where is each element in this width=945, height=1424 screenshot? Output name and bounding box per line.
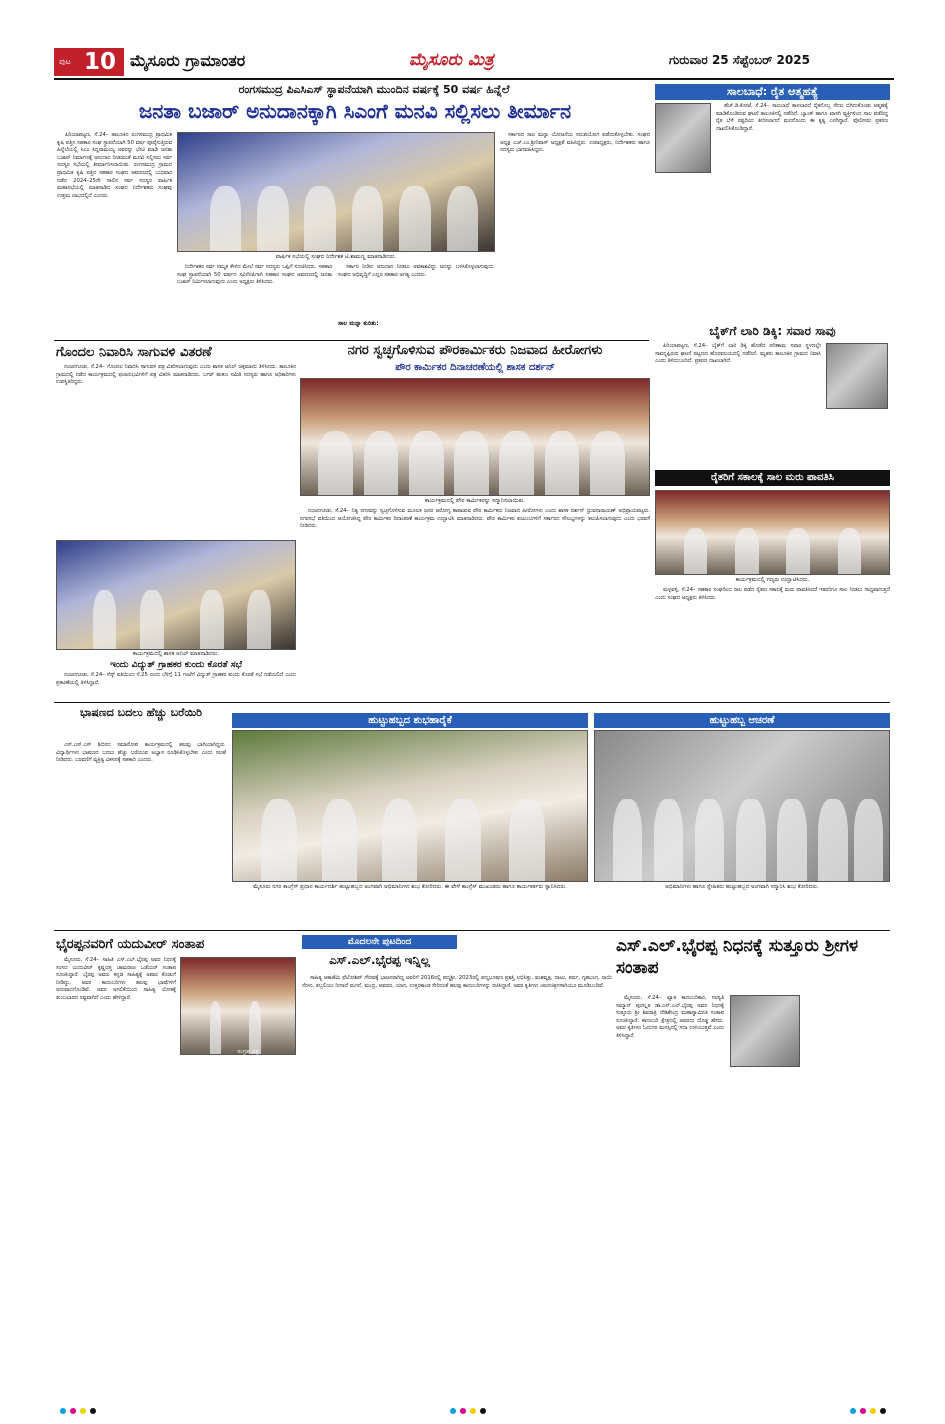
page-number-badge [54, 48, 124, 76]
bottom-mid-kicker: ಮೊದಲನೇ ಪುಟದಿಂದ [302, 935, 457, 949]
registration-dot-black [480, 1408, 486, 1414]
registration-dot-yellow [470, 1408, 476, 1414]
lead-subhead: ಸಾಲ ಮನ್ನಾ ಕುರಿತು: [338, 320, 379, 327]
bhyrappa-portrait [730, 995, 800, 1067]
registration-dot-magenta [460, 1408, 466, 1414]
lead-photo [177, 132, 495, 252]
mid-left-photo [56, 540, 296, 650]
brief-headline: ಇಂದು ವಿದ್ಯುತ್ ಗ್ರಾಹಕರ ಕುಂದು ಕೊರತೆ ಸಭೆ [110, 660, 242, 670]
lead-photo-caption: ವಾರ್ಷಿಕ ಸಭೆಯಲ್ಲಿ ಸಂಘದ ನಿರ್ದೇಶಕ ಟಿ.ಶಾಮಣ್ಣ ಮಾತನಾಡಿದರು. [177, 253, 495, 261]
lead-col-4: ಸರ್ಕಾರದ ಸಾಲ ಮನ್ನಾ ಯೋಜನೆಯ ಸದುಪಯೋಗ ಪಡೆದುಕೊಳ್ಳಬೇಕು. ಸಂಘದ ಅಧ್ಯಕ್ಷ ಎಚ್.ಎಂ.ಶ್ರೀನಿವಾಸ್ ಅಧ್ಯಕ್ಷತೆ ವಹಿಸಿದ್ದರು. ಉಪಾಧ್ಯಕ್ಷರು, ನಿರ್ದೇಶಕರು ಹಾಗೂ ಸದಸ್ಯರು ಭಾಗವಹಿಸಿದ್ದರು. [500, 132, 650, 154]
side-header: ಸಾಲಬಾಧೆ: ರೈತ ಆತ್ಮಹತ್ಯೆ [655, 84, 890, 100]
loan-photo-caption: ಕಾರ್ಯಕ್ರಮದಲ್ಲಿ ಗಣ್ಯರು ಉದ್ಘಾಟಿಸಿದರು. [655, 576, 890, 584]
page-number: 10 [84, 49, 117, 75]
bottom-left-photo [180, 957, 296, 1055]
registration-dot-yellow [870, 1408, 876, 1414]
mid-center-photo-caption: ಕಾರ್ಯಕ್ರಮದಲ್ಲಿ ಪೌರ ಕಾರ್ಮಿಕರನ್ನು ಸನ್ಮಾನಿಸಲಾಯಿತು. [300, 497, 650, 505]
bike-victim-photo [826, 343, 888, 409]
mid-center-subhead: ಪೌರ ಕಾರ್ಮಿಕರ ದಿನಾಚರಣೆಯಲ್ಲಿ ಶಾಸಕ ದರ್ಶನ್ [395, 362, 555, 373]
bottom-left-headline: ಭೈರಪ್ಪನವರಿಗೆ ಯದುವೀರ್ ಸಂತಾಪ [56, 937, 205, 952]
birthday2-caption: ಅಭಿಮಾನಿಗಳು ಹಾಗೂ ಸ್ನೇಹಿತರು ಹುಟ್ಟುಹಬ್ಬದ ಅಂಗವಾಗಿ ಸನ್ಮಾನಿಸಿ ಶುಭ ಕೋರಿದರು. [594, 883, 890, 891]
bottom-mid-headline: ಎಸ್.ಎಲ್.ಭೈರಪ್ಪ ಇನ್ನಿಲ್ಲ [329, 953, 430, 967]
section-rule-2 [54, 702, 890, 703]
section-rule-1 [54, 340, 649, 341]
bottom-right-text: ಮೈಸೂರು, ಸೆ.24– ಖ್ಯಾತ ಕಾದಂಬರಿಕಾರ, ಸರಸ್ವತಿ ಸಮ್ಮಾನ್ ಪುರಸ್ಕೃತ ಡಾ.ಎಸ್.ಎಲ್.ಭೈರಪ್ಪ ಅವರ ನಿಧನಕ್ಕೆ ಸುತ್ತೂರು ಶ್ರೀ ಶಿವರಾತ್ರಿ ದೇಶಿಕೇಂದ್ರ ಮಹಾಸ್ವಾಮೀಜಿ ಸಂತಾಪ ಸೂಚಿಸಿದ್ದಾರೆ. ಕಾದಂಬರಿ ಕ್ಷೇತ್ರದಲ್ಲಿ ಅವರದು ದೊಡ್ಡ ಹೆಸರು. ಅವರ ಕೃತಿಗಳು ಓದುಗರ ಮನಸ್ಸಿನಲ್ಲಿ ಸದಾ ಉಳಿಯುತ್ತವೆ ಎಂದು ತಿಳಿಸಿದ್ದಾರೆ. [616, 995, 724, 1039]
registration-dot-cyan [60, 1408, 66, 1414]
bottom-left-text: ಮೈಸೂರು, ಸೆ.24– ಸಾಹಿತಿ ಎಸ್.ಎಲ್.ಭೈರಪ್ಪ ಅವರ ನಿಧನಕ್ಕೆ ಸಂಸದ ಯದುವೀರ್ ಕೃಷ್ಣದತ್ತ ಚಾಮರಾಜ ಒಡೆಯರ್ ಸಂತಾಪ ಸೂಚಿಸಿದ್ದಾರೆ. ಭೈರಪ್ಪ ಅವರು ಕನ್ನಡ ಸಾಹಿತ್ಯಕ್ಕೆ ಅಪಾರ ಕೊಡುಗೆ ನೀಡಿದ್ದು, ಅವರ ಕಾದಂಬರಿಗಳು ಹಲವು ಭಾಷೆಗಳಿಗೆ ಅನುವಾದಗೊಂಡಿವೆ. ಅವರ ಅಗಲಿಕೆಯಿಂದ ಸಾಹಿತ್ಯ ಲೋಕಕ್ಕೆ ತುಂಬಲಾರದ ನಷ್ಟವಾಗಿದೆ ಎಂದು ಹೇಳಿದ್ದಾರೆ. [56, 957, 176, 1001]
issue-date: ಗುರುವಾರ 25 ಸೆಪ್ಟೆಂಬರ್ 2025 [669, 53, 810, 67]
birthday2-photo [594, 730, 890, 882]
mid-left-photo-caption: ಕಾರ್ಯಕ್ರಮದಲ್ಲಿ ಶಾಸಕ ಅನಿಲ್ ಮಾತನಾಡಿದರು. [56, 650, 296, 658]
mid-center-text: ನಂಜನಗೂಡು, ಸೆ.24– ನಿತ್ಯ ನಗರವನ್ನು ಸ್ವಚ್ಛಗೊಳಿಸುವ ಮೂಲಕ ಜನರ ಆರೋಗ್ಯ ಕಾಪಾಡುವ ಪೌರ ಕಾರ್ಮಿಕರು ನಿಜವಾದ ಹೀರೋಗಳು ಎಂದು ಶಾಸಕ ದರ್ಶನ್ ಧ್ರುವನಾರಾಯಣ್ ಅಭಿಪ್ರಾಯಪಟ್ಟರು. ನಗರಸಭೆ ವತಿಯಿಂದ ಆಯೋಜಿಸಿದ್ದ ಪೌರ ಕಾರ್ಮಿಕರ ದಿನಾಚರಣೆ ಕಾರ್ಯಕ್ರಮ ಉದ್ಘಾಟಿಸಿ ಮಾತನಾಡಿದರು. ಪೌರ ಕಾರ್ಮಿಕರ ಕುಟುಂಬಗಳಿಗೆ ಸರ್ಕಾರದ ಸೌಲಭ್ಯಗಳನ್ನು ತಲುಪಿಸಲಾಗುವುದು ಎಂದು ಭರವಸೆ ನೀಡಿದರು. [300, 508, 650, 530]
masthead-rule [54, 78, 894, 80]
lead-col-2: ನಿರ್ದೇಶಕರ ಸರ್ವ ಸಮ್ಮತ ಕೇಳಿದ ಮೇಲೆ ಸರ್ವ ಸದಸ್ಯರು ಒಪ್ಪಿಗೆ ಸೂಚಿಸಿದರು. ಸಹಕಾರ ಸಂಘ ಸ್ಥಾಪನೆಯಾಗಿ 50 ವರ್ಷದ ಸವಿನೆನಪಿಗಾಗಿ ಸಹಕಾರ ಸಂಘದ ಅವರಣದಲ್ಲಿ ಜನತಾ ಬಜಾರ್ ನಿರ್ಮಿಸಲಾಗುವುದು ಎಂದು ಅಧ್ಯಕ್ಷರು ತಿಳಿಸಿದರು. [177, 264, 332, 286]
birthday1-photo [232, 730, 588, 882]
registration-dot-cyan [450, 1408, 456, 1414]
birthday1-header: ಹುಟ್ಟುಹಬ್ಬದ ಶುಭಹಾರೈಕೆ [232, 713, 588, 728]
lead-kicker: ರಂಗಸಮುದ್ರ ಪಿಎಸಿಎಸ್ ಸ್ಥಾಪನೆಯಾಗಿ ಮುಂದಿನ ವರ್ಷಕ್ಕೆ 50 ವರ್ಷ ಹಿನ್ನೆಲೆ [238, 83, 510, 96]
page-label: ಪುಟ [59, 57, 71, 66]
side-text: ಹೆಚ್.ಡಿ.ಕೋಟೆ, ಸೆ.24– ಸಾಲಬಾಧೆ ತಾಳಲಾರದೆ ರೈತನೊಬ್ಬ ನೇಣು ಬಿಗಿದುಕೊಂಡು ಆತ್ಮಹತ್ಯೆ ಮಾಡಿಕೊಂಡಿರುವ ಘಟನೆ ತಾಲೂಕಿನಲ್ಲಿ ನಡೆದಿದೆ. ಬ್ಯಾಂಕ್ ಹಾಗೂ ಖಾಸಗಿ ವ್ಯಕ್ತಿಗಳಿಂದ ಸಾಲ ಪಡೆದಿದ್ದ ರೈತ ಬೆಳೆ ನಷ್ಟದಿಂದ ತೀರಿಸಲಾಗದೆ ಮನನೊಂದು ಈ ಕೃತ್ಯ ಎಸಗಿದ್ದಾರೆ. ಪೊಲೀಸರು ಪ್ರಕರಣ ದಾಖಲಿಸಿಕೊಂಡಿದ್ದಾರೆ. [716, 103, 888, 132]
bottom-right-headline: ಎಸ್.ಎಲ್.ಭೈರಪ್ಪ ನಿಧನಕ್ಕೆ ಸುತ್ತೂರು ಶ್ರೀಗಳ ಸಂತಾಪ [616, 936, 859, 978]
lead-col-1: ಪಿರಿಯಾಪಟ್ಟಣ, ಸೆ.24– ತಾಲೂಕಿನ ರಂಗಸಮುದ್ರ ಪ್ರಾಥಮಿಕ ಕೃಷಿ ಪತ್ತಿನ ಸಹಕಾರ ಸಂಘ ಸ್ಥಾಪನೆಯಾಗಿ 50 ವರ್ಷ ಪೂರೈಸುತ್ತಿರುವ ಹಿನ್ನೆಲೆಯಲ್ಲಿ ಸಿಎಂ ಸಿದ್ದರಾಮಯ್ಯ ಅವರನ್ನು ಭೇಟಿ ಮಾಡಿ ಜನತಾ ಬಜಾರ್ ನಿರ್ಮಾಣಕ್ಕೆ ಅನುದಾನ ನೀಡುವಂತೆ ಮನವಿ ಸಲ್ಲಿಸಲು ಸರ್ವ ಸದಸ್ಯರ ಸಭೆಯಲ್ಲಿ ತೀರ್ಮಾನಿಸಲಾಯಿತು. ರಂಗಸಮುದ್ರ ಗ್ರಾಮದ ಪ್ರಾಥಮಿಕ ಕೃಷಿ ಪತ್ತಿನ ಸಹಕಾರ ಸಂಘದ ಆವರಣದಲ್ಲಿ ಬುಧವಾರ ನಡೆದ 2024–25ನೇ ಸಾಲಿನ ಸರ್ವ ಸದಸ್ಯರ ವಾರ್ಷಿಕ ಮಹಾಸಭೆಯಲ್ಲಿ ಮಾತನಾಡಿದ ಸಂಘದ ನಿರ್ದೇಶಕರು ಸಂಘವು ಉತ್ತಮ ಲಾಭದಲ್ಲಿದೆ ಎಂದರು. [57, 132, 172, 199]
lead-col-3: ಸರ್ಕಾರ ನೀಡಿದ ಅನುದಾನ ನೀಡಲು ಅವಕಾಶವಿದ್ದು ಅದನ್ನು ಬಳಸಿಕೊಳ್ಳಲಾಗುವುದು. ಸಂಘದ ಅಭಿವೃದ್ಧಿಗೆ ಎಲ್ಲರ ಸಹಕಾರ ಅಗತ್ಯ ಎಂದರು. [338, 264, 495, 278]
farmer-portrait [655, 103, 711, 173]
mid-center-headline: ನಗರ ಸ್ವಚ್ಛಗೊಳಿಸುವ ಪೌರಕಾರ್ಮಿಕರು ನಿಜವಾದ ಹೀರೋಗಳು [347, 343, 603, 358]
registration-dot-magenta [860, 1408, 866, 1414]
bike-headline: ಬೈಕ್‌ಗೆ ಲಾರಿ ಡಿಕ್ಕಿ: ಸವಾರ ಸಾವು [709, 324, 836, 338]
brief-text: ನಂಜನಗೂಡು, ಸೆ.24– ಸೆಸ್ಕ್ ವತಿಯಿಂದ ಸೆ.25 ರಂದು ಬೆಳಿಗ್ಗೆ 11 ಗಂಟೆಗೆ ವಿದ್ಯುತ್ ಗ್ರಾಹಕರ ಕುಂದು ಕೊರತೆ ಸಭೆ ನಡೆಯಲಿದೆ ಎಂದು ಪ್ರಕಟಣೆಯಲ್ಲಿ ತಿಳಿಸಿದ್ದಾರೆ. [56, 672, 296, 686]
speech-headline: ಭಾಷಣದ ಬದಲು ಹೆಚ್ಚು ಬರೆಯಿರಿ [80, 706, 202, 719]
masthead [54, 48, 894, 76]
mid-left-headline: ಗೊಂದಲ ನಿವಾರಿಸಿ ಸಾಗುವಳಿ ವಿತರಣೆ [56, 345, 212, 360]
registration-dot-black [880, 1408, 886, 1414]
loan-photo [655, 490, 890, 575]
paper-name: ಮೈಸೂರು ಮಿತ್ರ [409, 50, 494, 70]
speech-text: ಎನ್.ಎಸ್.ಎಸ್ ಶಿಬಿರದ ಸಮಾರೋಪ ಕಾರ್ಯಕ್ರಮದಲ್ಲಿ ಹಲವು ಭಾಗಿಯಾಗಿದ್ದರು. ವಿದ್ಯಾರ್ಥಿಗಳು ಭಾಷಣದ ಬದಲು ಹೆಚ್ಚು ಬರೆಯುವ ಅಭ್ಯಾಸ ರೂಢಿಸಿಕೊಳ್ಳಬೇಕು ಎಂದು ಸಲಹೆ ನೀಡಿದರು. ಬರವಣಿಗೆ ವ್ಯಕ್ತಿತ್ವ ವಿಕಸನಕ್ಕೆ ಸಹಕಾರಿ ಎಂದರು. [56, 742, 226, 764]
bike-text: ಪಿರಿಯಾಪಟ್ಟಣ, ಸೆ.24– ಬೈಕ್‌ಗೆ ಲಾರಿ ಡಿಕ್ಕಿ ಹೊಡೆದ ಪರಿಣಾಮ ಸವಾರ ಸ್ಥಳದಲ್ಲೇ ಸಾವನ್ನಪ್ಪಿರುವ ಘಟನೆ ಪಟ್ಟಣದ ಹೊರವಲಯದಲ್ಲಿ ನಡೆದಿದೆ. ಮೃತರು ತಾಲೂಕಿನ ಗ್ರಾಮದ ನಿವಾಸಿ ಎಂದು ತಿಳಿದುಬಂದಿದೆ. ಪ್ರಕರಣ ದಾಖಲಾಗಿದೆ. [655, 343, 821, 365]
birthday2-header: ಹುಟ್ಟುಹಬ್ಬ ಆಚರಣೆ [594, 713, 890, 728]
mid-left-text: ನಂಜನಗೂಡು, ಸೆ.24– ಗೊಂದಲ ನಿವಾರಿಸಿ ಸಾಗುವಳಿ ಪತ್ರ ವಿತರಿಸಲಾಗುವುದು ಎಂದು ಶಾಸಕ ಅನಿಲ್ ಚಿಕ್ಕಮಾದು ತಿಳಿಸಿದರು. ತಾಲೂಕಿನ ಗ್ರಾಮದಲ್ಲಿ ನಡೆದ ಕಾರ್ಯಕ್ರಮದಲ್ಲಿ ಫಲಾನುಭವಿಗಳಿಗೆ ಪತ್ರ ವಿತರಿಸಿ ಮಾತನಾಡಿದರು. ಬಗರ್ ಹುಕುಂ ಸಮಿತಿ ಸದಸ್ಯರು ಹಾಗೂ ಅಧಿಕಾರಿಗಳು ಉಪಸ್ಥಿತರಿದ್ದರು. [56, 364, 296, 386]
section-rule-3 [54, 930, 890, 931]
registration-dot-yellow [80, 1408, 86, 1414]
birthday1-caption: ಮೈಸೂರು ನಗರ ಕಾಂಗ್ರೆಸ್ ಪ್ರಧಾನ ಕಾರ್ಯದರ್ಶಿ ಹುಟ್ಟುಹಬ್ಬದ ಅಂಗವಾಗಿ ಅಭಿಮಾನಿಗಳು ಶುಭ ಕೋರಿದರು. ಈ ವೇಳೆ ಕಾಂಗ್ರೆಸ್ ಮುಖಂಡರು ಹಾಗೂ ಕಾರ್ಯಕರ್ತರು ಸ್ನಾನಿಸಿದರು. [232, 883, 588, 891]
section-title: ಮೈಸೂರು ಗ್ರಾಮಾಂತರ [130, 51, 246, 70]
bottom-left-photo-caption: ಸಂಗ್ರಹ ಚಿತ್ರ [237, 1049, 259, 1055]
lead-headline: ಜನತಾ ಬಜಾರ್ ಅನುದಾನಕ್ಕಾಗಿ ಸಿಎಂಗೆ ಮನವಿ ಸಲ್ಲಿಸಲು ತೀರ್ಮಾನ [138, 99, 572, 123]
bottom-mid-text: ಸಾಹಿತ್ಯ ಅಕಾಡೆಮಿ ಫೆಲೋಶಿಪ್ ಗೌರವಕ್ಕೆ ಭಾಜನರಾಗಿದ್ದ ಅವರಿಗೆ 2016ರಲ್ಲಿ ಪದ್ಮಶ್ರೀ, 2023ರಲ್ಲಿ ಪದ್ಮಭೂಷಣ ಪ್ರಶಸ್ತಿ ಲಭಿಸಿತ್ತು. ವಂಶವೃಕ್ಷ, ದಾಟು, ಪರ್ವ, ಗೃಹಭಂಗ, ನಾಯಿ ನೆರಳು, ತಬ್ಬಲಿಯು ನೀನಾದೆ ಮಗನೆ, ಮಂದ್ರ, ಆವರಣ, ಯಾನ, ಉತ್ತರಕಾಂಡ ಸೇರಿದಂತೆ ಹಲವು ಕಾದಂಬರಿಗಳನ್ನು ರಚಿಸಿದ್ದಾರೆ. ಅವರ ಕೃತಿಗಳು ಚಲನಚಿತ್ರಗಳಾಗಿಯೂ ಮೂಡಿಬಂದಿವೆ. [302, 975, 612, 989]
loan-text: ಮಳ್ಳವಳ್ಳಿ, ಸೆ.24– ಸಹಕಾರ ಸಂಘದಿಂದ ಸಾಲ ಪಡೆದ ರೈತರು ಸಕಾಲಕ್ಕೆ ಮರು ಪಾವತಿಸಿದರೆ ಇತರರಿಗೂ ಸಾಲ ನೀಡಲು ಸಾಧ್ಯವಾಗುತ್ತದೆ ಎಂದು ಸಂಘದ ಅಧ್ಯಕ್ಷರು ತಿಳಿಸಿದರು. [655, 587, 890, 601]
registration-dot-black [90, 1408, 96, 1414]
loan-headline: ರೈತರಿಗೆ ಸಕಾಲಕ್ಕೆ ಸಾಲ ಮರು ಪಾವತಿಸಿ [655, 470, 890, 486]
registration-dot-cyan [850, 1408, 856, 1414]
mid-center-photo [300, 378, 650, 496]
registration-dot-magenta [70, 1408, 76, 1414]
